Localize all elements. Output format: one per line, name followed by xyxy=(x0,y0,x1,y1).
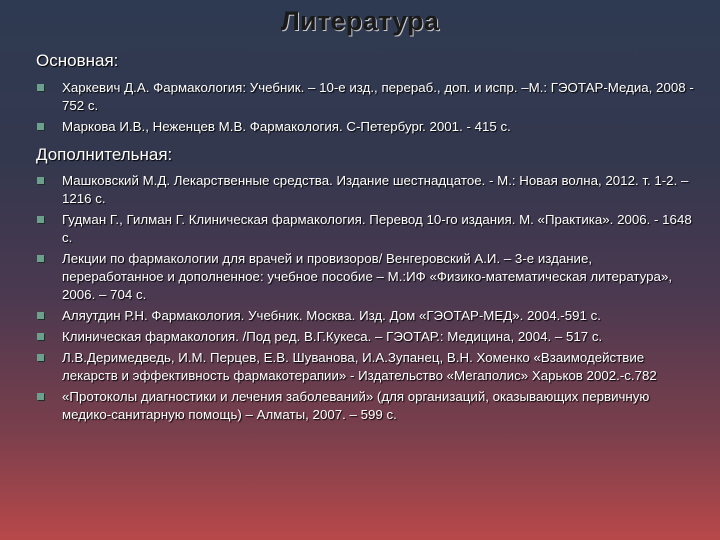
square-bullet-icon xyxy=(37,216,44,223)
reference-text: Аляутдин Р.Н. Фармакология. Учебник. Москва. Изд. Дом «ГЭОТАР-МЕД». 2004.-591 с. xyxy=(62,308,601,323)
list-item xyxy=(36,250,696,304)
list-item xyxy=(36,307,696,325)
square-bullet-icon xyxy=(37,123,44,130)
reference-text: Л.В.Деримедведь, И.М. Перцев, Е.В. Шуванова, И.А.Зупанец, В.Н. Хоменко «Взаимодействие лекарств и эффективность фармакотерапии» - Издательство «Мегаполис» Харьков 2002.-с.782 xyxy=(62,350,657,383)
square-bullet-icon xyxy=(37,393,44,400)
list-item xyxy=(36,172,696,208)
square-bullet-icon xyxy=(37,333,44,340)
reference-text: Машковский М.Д. Лекарственные средства. Издание шестнадцатое. - М.: Новая волна, 2012. т. 1-2. – 1216 с. xyxy=(62,173,689,206)
list-item xyxy=(36,388,696,424)
square-bullet-icon xyxy=(37,354,44,361)
list-item xyxy=(36,211,696,247)
reference-text: Лекции по фармакологии для врачей и провизоров/ Венгеровский А.И. – 3-е издание, переработанное и дополненное: учебное пособие – М.:ИФ «Физико-математическая литература», 2006. – 704 с. xyxy=(62,251,673,302)
reference-text: Клиническая фармакология. /Под ред. В.Г.Кукеса. – ГЭОТАР.: Медицина, 2004. – 517 с. xyxy=(62,329,603,344)
reference-text: Маркова И.В., Неженцев М.В. Фармакология. С-Петербург. 2001. - 415 с. xyxy=(62,119,511,134)
additional-literature-heading: Дополнительная: xyxy=(36,145,173,164)
list-item xyxy=(36,328,696,346)
reference-text: Гудман Г., Гилман Г. Клиническая фармакология. Перевод 10-го издания. М. «Практика». 2006. - 1648 с. xyxy=(62,212,692,245)
main-literature-heading: Основная: xyxy=(36,51,119,70)
square-bullet-icon xyxy=(37,312,44,319)
square-bullet-icon xyxy=(37,255,44,262)
square-bullet-icon xyxy=(37,84,44,91)
slide-title: Литература xyxy=(280,6,440,36)
square-bullet-icon xyxy=(37,177,44,184)
reference-text: «Протоколы диагностики и лечения заболеваний» (для организаций, оказывающих первичную медико-санитарную помощь) – Алматы, 2007. – 599 с. xyxy=(62,389,650,422)
main-literature-list xyxy=(36,79,696,139)
additional-literature-list xyxy=(36,172,696,427)
list-item xyxy=(36,349,696,385)
reference-text: Харкевич Д.А. Фармакология: Учебник. – 10-е изд., перераб., доп. и испр. –М.: ГЭОТАР-Медиа, 2008 - 752 с. xyxy=(62,80,694,113)
list-item xyxy=(36,118,696,136)
list-item xyxy=(36,79,696,115)
